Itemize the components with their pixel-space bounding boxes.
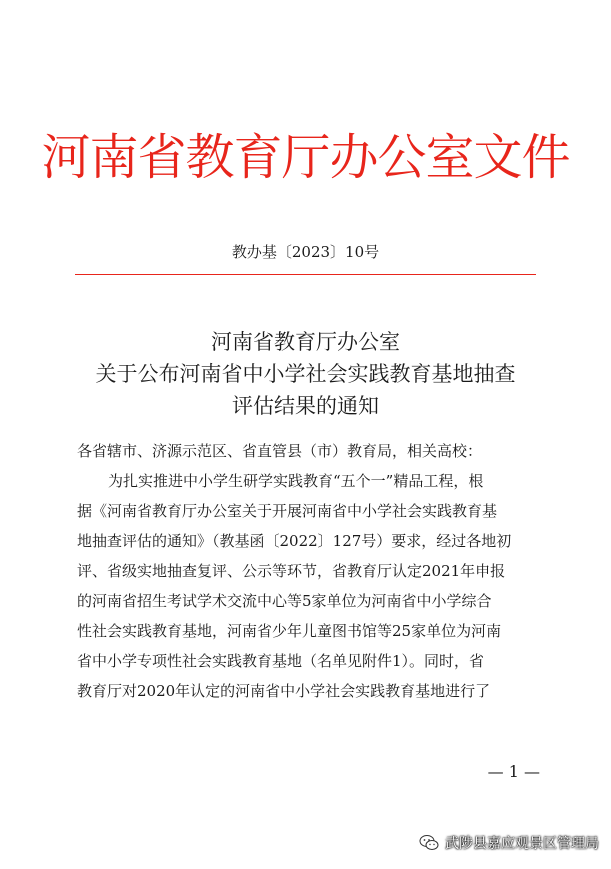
body-line: 省中小学专项性社会实践教育基地（名单见附件1）。同时，省 [77, 652, 485, 670]
body-line: 的河南省招生考试学术交流中心等5家单位为河南省中小学综合 [77, 592, 492, 610]
body-line: 评、省级实地抽查复评、公示等环节，省教育厅认定2021年申报 [77, 562, 506, 580]
body-line: 地抽查评估的通知》（教基函〔2022〕127号）要求，经过各地初 [77, 532, 512, 550]
red-divider [75, 274, 536, 275]
title-line-3: 评估结果的通知 [232, 394, 379, 418]
salutation: 各省辖市、济源示范区、省直管县（市）教育局，相关高校： [77, 442, 483, 460]
watermark-label: 武陟县嘉应观景区管理局 [445, 836, 599, 852]
body-line: 据《河南省教育厅办公室关于开展河南省中小学社会实践教育基 [77, 502, 498, 520]
issuer-header: 河南省教育厅办公室文件 [41, 129, 570, 186]
body-line: 教育厅对2020年认定的河南省中小学社会实践教育基地进行了 [77, 682, 491, 700]
body-text [77, 436, 535, 706]
notice-title [0, 326, 611, 422]
wechat-icon [419, 834, 439, 852]
account-watermark [419, 830, 599, 856]
title-line-1: 河南省教育厅办公室 [211, 330, 400, 354]
document-number: 教办基〔2023〕10号 [231, 243, 380, 261]
title-line-2: 关于公布河南省中小学社会实践教育基地抽查 [95, 362, 516, 386]
page-number: — 1 — [487, 762, 540, 781]
body-line: 性社会实践教育基地，河南省少年儿童图书馆等25家单位为河南 [77, 622, 502, 640]
body-line: 为扎实推进中小学生研学实践教育“五个一”精品工程，根 [108, 472, 484, 490]
